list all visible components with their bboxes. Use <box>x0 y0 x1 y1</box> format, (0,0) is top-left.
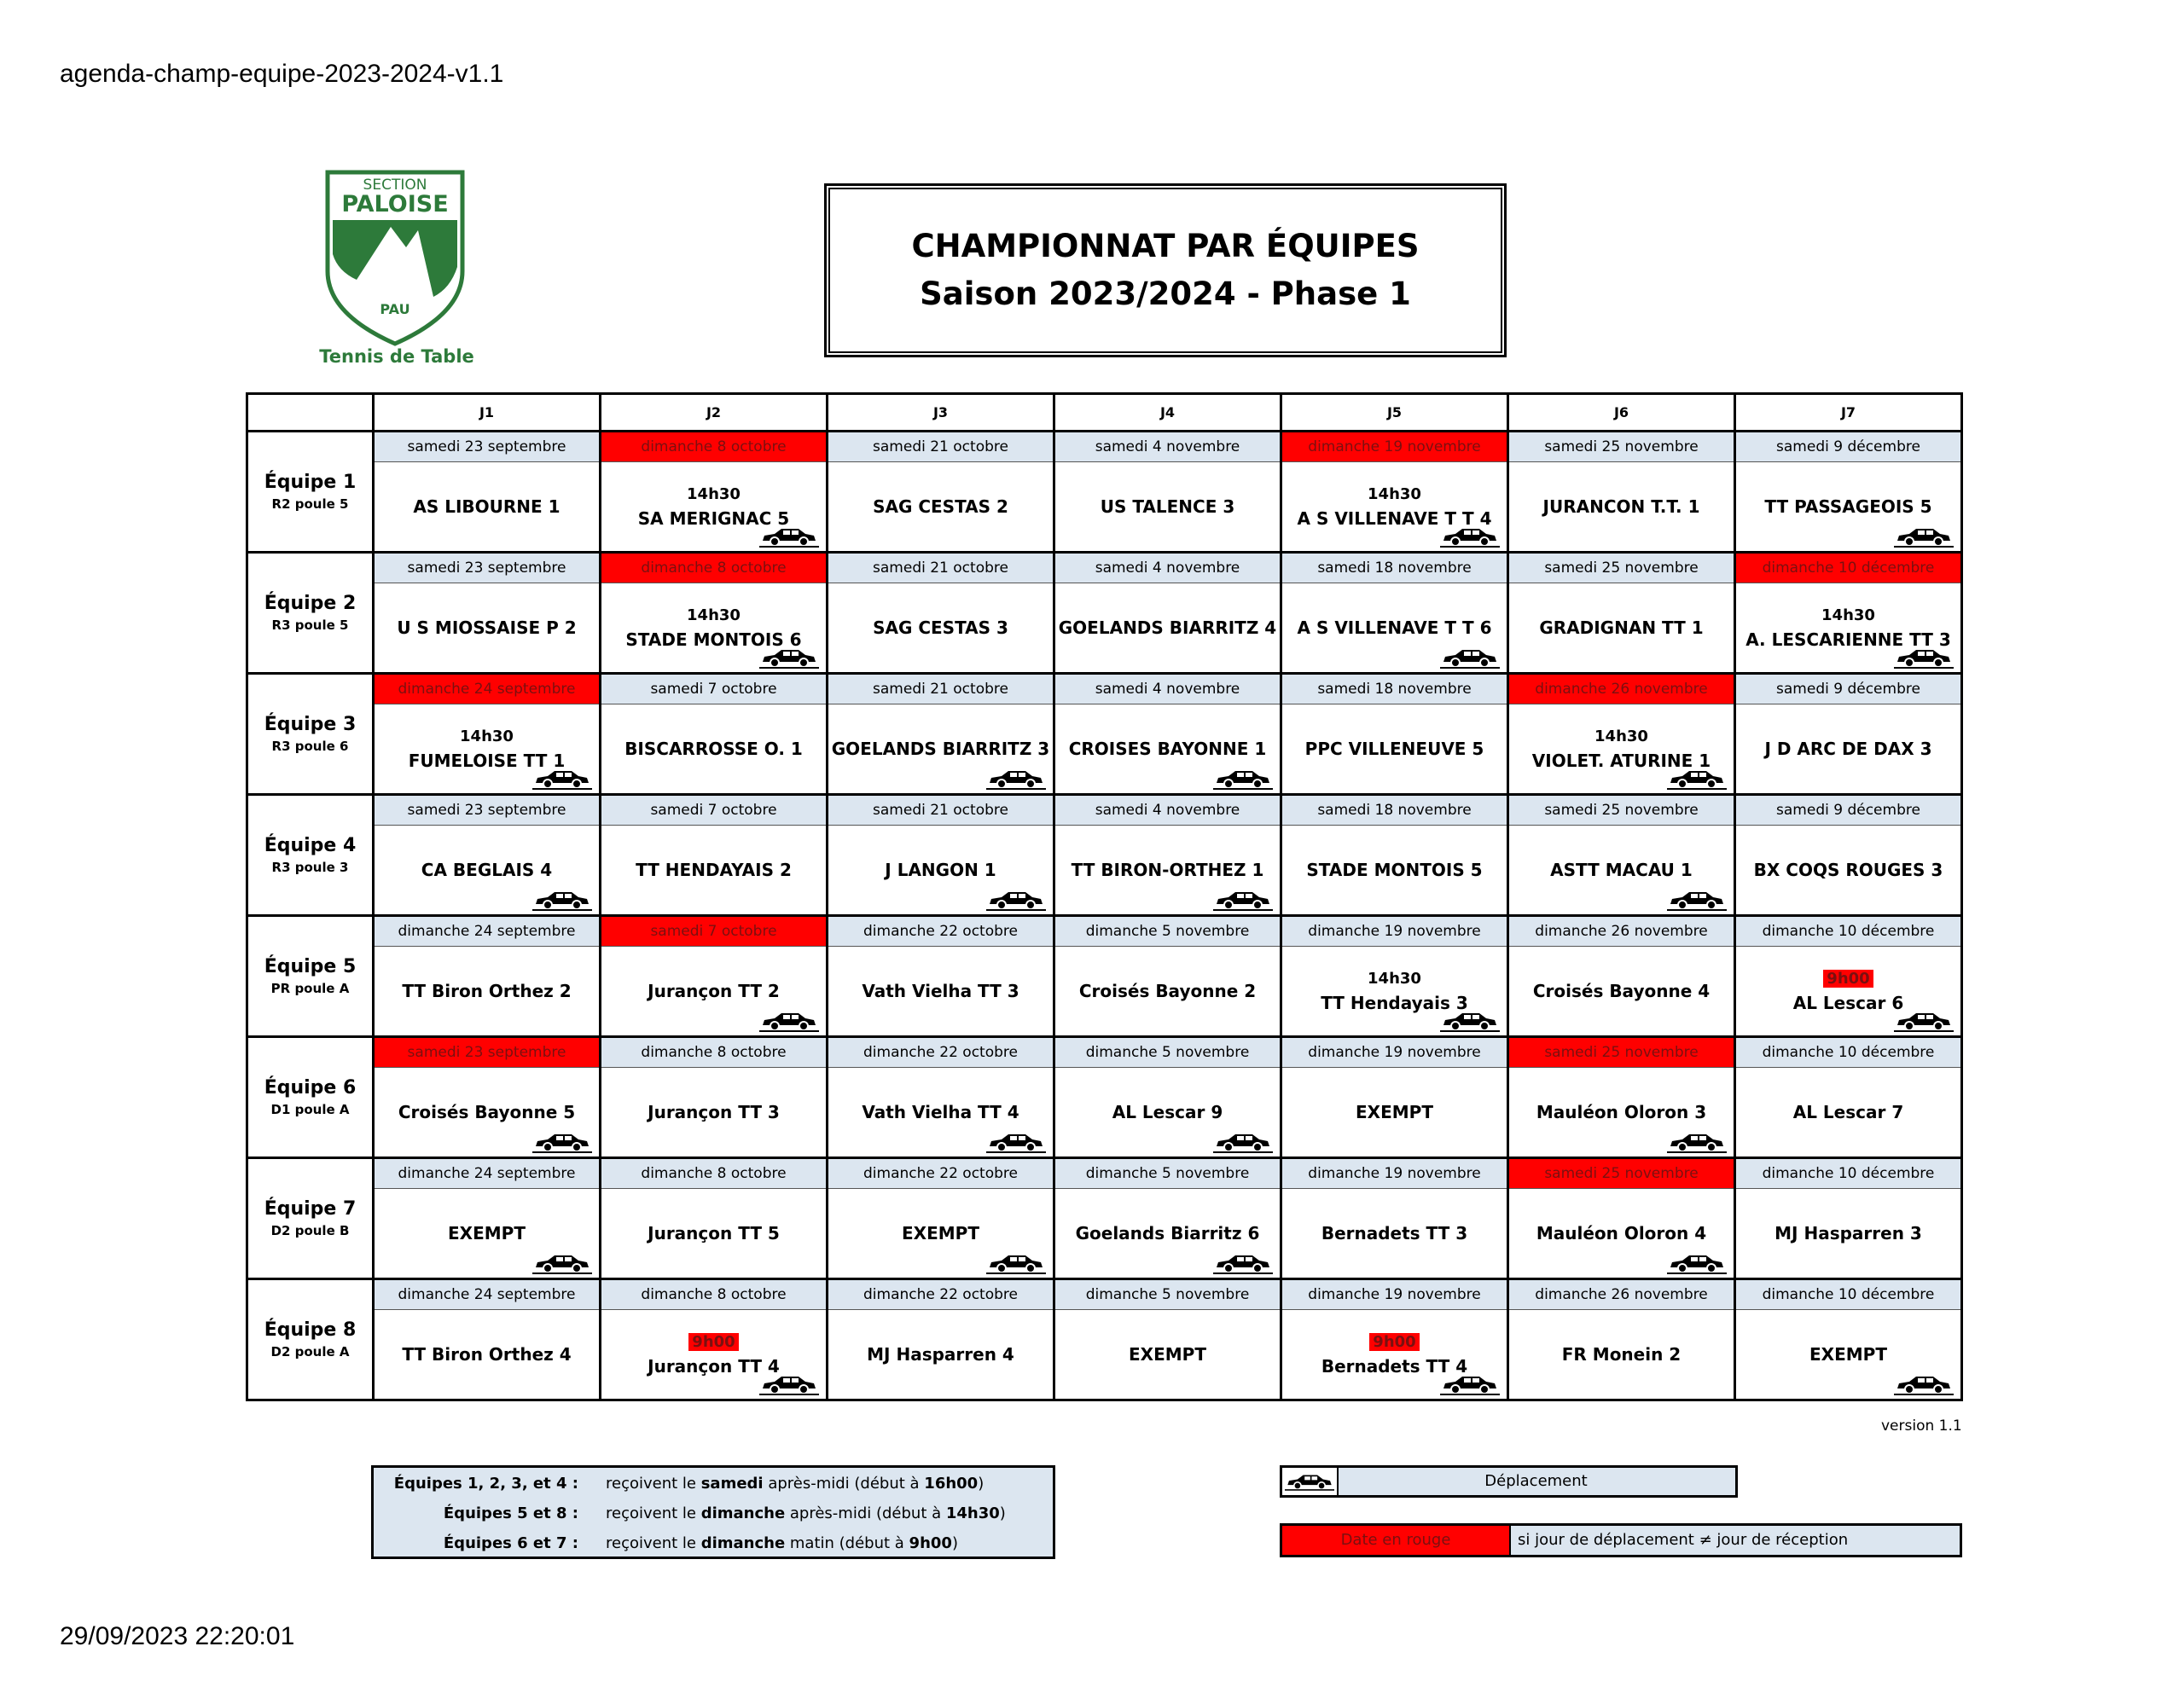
match-cell <box>1735 826 1962 916</box>
date-row <box>247 1158 1962 1189</box>
match-cell <box>1508 704 1735 795</box>
match-time: 14h30 <box>1368 484 1421 503</box>
match-cell <box>828 583 1054 674</box>
match-cell <box>1281 1310 1508 1400</box>
team-poule: D1 poule A <box>270 1102 350 1117</box>
car-icon <box>1440 1373 1500 1395</box>
match-date: dimanche 26 novembre <box>1508 674 1735 704</box>
date-row <box>247 1279 1962 1310</box>
opponent-name: TT Hendayais 3 <box>1321 992 1468 1013</box>
opponent-name: Bernadets TT 4 <box>1321 1355 1468 1377</box>
team-cell <box>247 553 374 674</box>
match-cell <box>1735 462 1962 553</box>
title-box <box>824 183 1507 357</box>
date-row <box>247 553 1962 583</box>
team-cell <box>247 795 374 916</box>
date-row <box>247 432 1962 462</box>
match-date: samedi 23 septembre <box>374 432 601 462</box>
match-cell <box>1281 826 1508 916</box>
car-icon <box>1285 1470 1334 1493</box>
opponent-name: MJ Hasparren 4 <box>867 1344 1014 1365</box>
team-name: Équipe 2 <box>264 593 357 614</box>
match-cell <box>1281 583 1508 674</box>
match-cell <box>1735 1310 1962 1400</box>
team-name: Équipe 1 <box>264 472 357 493</box>
day-header: J1 <box>374 394 601 432</box>
car-icon <box>759 1010 819 1032</box>
match-date: samedi 9 décembre <box>1735 674 1962 704</box>
opponent-name: AL Lescar 9 <box>1112 1102 1223 1122</box>
logo-line3: PAU <box>380 301 410 317</box>
opponent-name: STADE MONTOIS 5 <box>1306 860 1483 880</box>
car-icon <box>1894 525 1954 548</box>
opponent-name: CROISES BAYONNE 1 <box>1068 739 1267 759</box>
match-cell <box>1281 1068 1508 1158</box>
opponent-name: AL Lescar 6 <box>1792 992 1904 1013</box>
day-header: J2 <box>601 394 828 432</box>
match-date: dimanche 24 septembre <box>374 674 601 704</box>
opponent-name: TT BIRON-ORTHEZ 1 <box>1071 860 1264 880</box>
match-cell <box>828 947 1054 1037</box>
match-time: 14h30 <box>687 484 741 503</box>
match-date: dimanche 24 septembre <box>374 1279 601 1310</box>
match-cell <box>1508 1310 1735 1400</box>
match-cell <box>828 1310 1054 1400</box>
match-date: dimanche 8 octobre <box>601 1037 828 1068</box>
opponent-name: TT HENDAYAIS 2 <box>636 860 792 880</box>
match-cell <box>1054 947 1281 1037</box>
opponent-name: Vath Vielha TT 3 <box>862 981 1019 1001</box>
match-date: samedi 4 novembre <box>1054 432 1281 462</box>
team-name: Équipe 8 <box>264 1319 357 1341</box>
match-row <box>247 704 1962 795</box>
car-icon <box>1213 889 1273 911</box>
match-row <box>247 1068 1962 1158</box>
match-row <box>247 1310 1962 1400</box>
opponent-name: A S VILLENAVE T T 4 <box>1297 507 1492 529</box>
opponent-name: AL Lescar 7 <box>1792 1102 1904 1122</box>
match-date: dimanche 5 novembre <box>1054 1037 1281 1068</box>
match-time: 9h00 <box>1823 970 1873 988</box>
match-time: 14h30 <box>460 727 514 745</box>
match-date: dimanche 8 octobre <box>601 553 828 583</box>
match-date: samedi 7 octobre <box>601 674 828 704</box>
car-icon <box>1894 646 1954 669</box>
team-poule: R3 poule 6 <box>271 739 349 754</box>
team-poule: D2 poule B <box>270 1223 350 1238</box>
match-date: dimanche 26 novembre <box>1508 1279 1735 1310</box>
opponent-name: PPC VILLENEUVE 5 <box>1304 739 1484 759</box>
logo-caption: Tennis de Table <box>319 346 474 367</box>
match-row <box>247 826 1962 916</box>
car-icon <box>986 1131 1046 1153</box>
car-icon <box>1213 1252 1273 1274</box>
opponent-name: TT PASSAGEOIS 5 <box>1764 496 1932 517</box>
match-time: 14h30 <box>1821 606 1875 624</box>
date-row <box>247 795 1962 826</box>
match-date: dimanche 8 octobre <box>601 1279 828 1310</box>
match-date: dimanche 5 novembre <box>1054 1279 1281 1310</box>
opponent-name: BISCARROSSE O. 1 <box>624 739 803 759</box>
car-icon <box>532 768 592 790</box>
opponent-name: Mauléon Oloron 3 <box>1536 1102 1707 1122</box>
team-cell <box>247 916 374 1037</box>
day-header: J4 <box>1054 394 1281 432</box>
match-date: dimanche 22 octobre <box>828 1037 1054 1068</box>
match-cell <box>374 1310 601 1400</box>
opponent-name: Mauléon Oloron 4 <box>1536 1223 1707 1244</box>
opponent-name: FR Monein 2 <box>1561 1344 1682 1365</box>
match-date: samedi 18 novembre <box>1281 674 1508 704</box>
legend-row <box>374 1470 1053 1499</box>
team-poule: PR poule A <box>270 981 350 996</box>
match-date: samedi 25 novembre <box>1508 1158 1735 1189</box>
match-date: dimanche 5 novembre <box>1054 1158 1281 1189</box>
opponent-name: J D ARC DE DAX 3 <box>1764 739 1932 759</box>
opponent-name: Jurançon TT 5 <box>648 1223 780 1244</box>
opponent-name: Croisés Bayonne 4 <box>1532 981 1711 1001</box>
opponent-name: Goelands Biarritz 6 <box>1075 1223 1260 1244</box>
match-date: samedi 25 novembre <box>1508 1037 1735 1068</box>
match-cell <box>601 704 828 795</box>
opponent-name: JURANCON T.T. 1 <box>1542 496 1700 517</box>
match-cell <box>1508 947 1735 1037</box>
match-cell <box>1054 1189 1281 1279</box>
team-cell <box>247 1158 374 1279</box>
red-date-legend <box>1280 1523 1962 1557</box>
date-row <box>247 674 1962 704</box>
opponent-name: US TALENCE 3 <box>1100 496 1235 517</box>
team-cell <box>247 674 374 795</box>
match-time: 14h30 <box>1594 727 1648 745</box>
opponent-name: MJ Hasparren 3 <box>1774 1223 1922 1244</box>
match-date: dimanche 8 octobre <box>601 432 828 462</box>
car-icon <box>759 525 819 548</box>
match-date: dimanche 19 novembre <box>1281 1158 1508 1189</box>
match-cell <box>374 704 601 795</box>
match-time: 9h00 <box>688 1333 738 1351</box>
legend-row-label: Équipes 1, 2, 3, et 4 : <box>393 1475 578 1493</box>
match-date: dimanche 22 octobre <box>828 1158 1054 1189</box>
opponent-name: A. LESCARIENNE TT 3 <box>1745 629 1951 650</box>
opponent-name: Bernadets TT 3 <box>1321 1223 1468 1244</box>
opponent-name: Vath Vielha TT 4 <box>862 1102 1019 1122</box>
day-header: J3 <box>828 394 1054 432</box>
legend-row <box>374 1499 1053 1528</box>
match-cell <box>1281 947 1508 1037</box>
title-line1: CHAMPIONNAT PAR ÉQUIPES <box>911 228 1420 264</box>
match-row <box>247 947 1962 1037</box>
opponent-name: GOELANDS BIARRITZ 3 <box>831 739 1050 759</box>
team-cell <box>247 1037 374 1158</box>
car-icon <box>1667 1252 1727 1274</box>
opponent-name: Croisés Bayonne 5 <box>398 1102 576 1122</box>
car-icon <box>1213 1131 1273 1153</box>
match-time: 9h00 <box>1369 1333 1419 1351</box>
match-cell <box>828 704 1054 795</box>
match-date: dimanche 10 décembre <box>1735 1037 1962 1068</box>
match-date: samedi 25 novembre <box>1508 553 1735 583</box>
car-icon <box>1213 768 1273 790</box>
home-times-legend <box>371 1465 1055 1559</box>
match-date: dimanche 10 décembre <box>1735 1158 1962 1189</box>
match-cell <box>1735 583 1962 674</box>
corner-cell <box>247 394 374 432</box>
match-cell <box>1054 583 1281 674</box>
match-date: dimanche 10 décembre <box>1735 916 1962 947</box>
match-date: dimanche 24 septembre <box>374 1158 601 1189</box>
match-cell <box>601 1189 828 1279</box>
opponent-name: SA MERIGNAC 5 <box>637 507 790 529</box>
opponent-name: GOELANDS BIARRITZ 4 <box>1058 617 1277 638</box>
opponent-name: SAG CESTAS 3 <box>873 617 1008 638</box>
match-cell <box>1281 1189 1508 1279</box>
car-icon <box>1440 1010 1500 1032</box>
car-icon <box>986 1252 1046 1274</box>
match-date: dimanche 22 octobre <box>828 1279 1054 1310</box>
legend-row-label: Équipes 6 et 7 : <box>443 1534 578 1552</box>
match-cell <box>601 826 828 916</box>
match-cell <box>601 1310 828 1400</box>
red-date-legend-label: si jour de déplacement ≠ jour de réception <box>1518 1531 1849 1549</box>
opponent-name: TT Biron Orthez 4 <box>402 1344 572 1365</box>
match-date: dimanche 24 septembre <box>374 916 601 947</box>
match-date: dimanche 19 novembre <box>1281 432 1508 462</box>
match-time: 14h30 <box>687 606 741 624</box>
match-row <box>247 583 1962 674</box>
team-name: Équipe 7 <box>264 1198 357 1220</box>
match-cell <box>1054 826 1281 916</box>
opponent-name: Jurançon TT 2 <box>648 981 780 1001</box>
team-cell <box>247 432 374 553</box>
car-icon <box>532 889 592 911</box>
team-name: Équipe 5 <box>264 956 357 977</box>
match-date: samedi 4 novembre <box>1054 795 1281 826</box>
match-date: dimanche 26 novembre <box>1508 916 1735 947</box>
match-row <box>247 462 1962 553</box>
team-name: Équipe 6 <box>264 1077 357 1099</box>
match-date: samedi 18 novembre <box>1281 553 1508 583</box>
match-date: samedi 25 novembre <box>1508 432 1735 462</box>
logo-line1: SECTION <box>363 177 427 194</box>
match-cell <box>828 462 1054 553</box>
print-timestamp: 29/09/2023 22:20:01 <box>60 1622 295 1650</box>
day-header-row <box>247 394 1962 432</box>
opponent-name: EXEMPT <box>1356 1102 1433 1122</box>
match-date: samedi 9 décembre <box>1735 432 1962 462</box>
opponent-name: EXEMPT <box>1809 1344 1887 1365</box>
section-paloise-logo <box>322 169 468 348</box>
match-cell <box>601 1068 828 1158</box>
day-header: J7 <box>1735 394 1962 432</box>
date-row <box>247 1037 1962 1068</box>
logo-line2: PALOISE <box>341 191 449 217</box>
opponent-name: FUMELOISE TT 1 <box>408 750 566 771</box>
match-date: samedi 7 octobre <box>601 795 828 826</box>
team-name: Équipe 4 <box>264 835 357 856</box>
match-cell <box>374 583 601 674</box>
car-icon <box>1667 768 1727 790</box>
red-date-swatch: Date en rouge <box>1282 1526 1511 1555</box>
match-date: dimanche 8 octobre <box>601 1158 828 1189</box>
match-date: samedi 18 novembre <box>1281 795 1508 826</box>
match-cell <box>1054 462 1281 553</box>
match-cell <box>1508 826 1735 916</box>
car-icon <box>759 1373 819 1395</box>
opponent-name: Jurançon TT 4 <box>648 1355 780 1377</box>
match-date: samedi 23 septembre <box>374 553 601 583</box>
legend-row-text: reçoivent le dimanche matin (début à 9h00) <box>606 1534 958 1552</box>
match-cell <box>1054 1068 1281 1158</box>
match-date: samedi 23 septembre <box>374 795 601 826</box>
legend-row-text: reçoivent le samedi après-midi (début à 16h00) <box>606 1475 985 1493</box>
match-cell <box>1508 1189 1735 1279</box>
match-date: dimanche 19 novembre <box>1281 1279 1508 1310</box>
match-cell <box>1281 462 1508 553</box>
match-date: samedi 23 septembre <box>374 1037 601 1068</box>
opponent-name: Croisés Bayonne 2 <box>1078 981 1257 1001</box>
match-cell <box>374 462 601 553</box>
legend-row <box>374 1529 1053 1558</box>
match-cell <box>1735 1068 1962 1158</box>
match-cell <box>374 1068 601 1158</box>
opponent-name: EXEMPT <box>902 1223 979 1244</box>
match-date: dimanche 10 décembre <box>1735 553 1962 583</box>
opponent-name: STADE MONTOIS 6 <box>625 629 802 650</box>
car-icon <box>1667 1131 1727 1153</box>
match-time: 14h30 <box>1368 969 1421 988</box>
car-icon <box>1894 1373 1954 1395</box>
match-cell <box>1735 1189 1962 1279</box>
match-cell <box>1054 704 1281 795</box>
team-cell <box>247 1279 374 1400</box>
schedule-table <box>246 392 1963 1401</box>
team-name: Équipe 3 <box>264 714 357 735</box>
match-date: dimanche 19 novembre <box>1281 1037 1508 1068</box>
car-icon <box>1440 525 1500 548</box>
opponent-name: AS LIBOURNE 1 <box>413 496 561 517</box>
team-poule: R3 poule 5 <box>271 617 349 633</box>
opponent-name: Jurançon TT 3 <box>648 1102 780 1122</box>
travel-legend <box>1280 1465 1738 1498</box>
document-filename: agenda-champ-equipe-2023-2024-v1.1 <box>60 60 504 88</box>
match-date: samedi 7 octobre <box>601 916 828 947</box>
match-cell <box>1508 1068 1735 1158</box>
match-date: dimanche 10 décembre <box>1735 1279 1962 1310</box>
match-date: samedi 21 octobre <box>828 432 1054 462</box>
car-swatch <box>1282 1468 1339 1495</box>
car-icon <box>1667 889 1727 911</box>
match-cell <box>1508 583 1735 674</box>
opponent-name: ASTT MACAU 1 <box>1550 860 1693 880</box>
date-row <box>247 916 1962 947</box>
title-line2: Saison 2023/2024 - Phase 1 <box>920 275 1411 312</box>
match-date: samedi 9 décembre <box>1735 795 1962 826</box>
opponent-name: VIOLET. ATURINE 1 <box>1531 750 1711 771</box>
match-date: samedi 21 octobre <box>828 553 1054 583</box>
match-cell <box>1054 1310 1281 1400</box>
match-date: dimanche 22 octobre <box>828 916 1054 947</box>
match-cell <box>1735 947 1962 1037</box>
car-icon <box>532 1252 592 1274</box>
match-cell <box>1735 704 1962 795</box>
opponent-name: GRADIGNAN TT 1 <box>1539 617 1704 638</box>
match-date: dimanche 19 novembre <box>1281 916 1508 947</box>
match-row <box>247 1189 1962 1279</box>
match-cell <box>1281 704 1508 795</box>
team-poule: R2 poule 5 <box>271 496 349 512</box>
match-date: samedi 21 octobre <box>828 795 1054 826</box>
match-cell <box>374 1189 601 1279</box>
match-date: samedi 25 novembre <box>1508 795 1735 826</box>
match-cell <box>828 1189 1054 1279</box>
opponent-name: A S VILLENAVE T T 6 <box>1297 617 1492 638</box>
opponent-name: CA BEGLAIS 4 <box>421 860 553 880</box>
day-header: J5 <box>1281 394 1508 432</box>
opponent-name: TT Biron Orthez 2 <box>402 981 572 1001</box>
opponent-name: SAG CESTAS 2 <box>873 496 1008 517</box>
opponent-name: J LANGON 1 <box>885 860 996 880</box>
car-icon <box>986 768 1046 790</box>
team-poule: D2 poule A <box>270 1344 350 1359</box>
match-date: samedi 21 octobre <box>828 674 1054 704</box>
team-poule: R3 poule 3 <box>271 860 349 875</box>
opponent-name: U S MIOSSAISE P 2 <box>397 617 577 638</box>
match-cell <box>601 462 828 553</box>
match-cell <box>828 826 1054 916</box>
car-icon <box>532 1131 592 1153</box>
match-cell <box>1508 462 1735 553</box>
legend-row-label: Équipes 5 et 8 : <box>443 1504 578 1522</box>
match-cell <box>374 947 601 1037</box>
match-cell <box>601 583 828 674</box>
day-header: J6 <box>1508 394 1735 432</box>
opponent-name: BX COQS ROUGES 3 <box>1753 860 1943 880</box>
car-icon <box>1440 646 1500 669</box>
car-icon <box>759 646 819 669</box>
car-icon <box>986 889 1046 911</box>
match-date: samedi 4 novembre <box>1054 553 1281 583</box>
legend-row-text: reçoivent le dimanche après-midi (début à 14h30) <box>606 1504 1006 1522</box>
match-cell <box>601 947 828 1037</box>
match-cell <box>828 1068 1054 1158</box>
opponent-name: EXEMPT <box>448 1223 526 1244</box>
match-date: dimanche 5 novembre <box>1054 916 1281 947</box>
travel-legend-label: Déplacement <box>1484 1472 1588 1490</box>
match-date: samedi 4 novembre <box>1054 674 1281 704</box>
match-cell <box>374 826 601 916</box>
car-icon <box>1894 1010 1954 1032</box>
version-label: version 1.1 <box>1881 1417 1962 1435</box>
opponent-name: EXEMPT <box>1129 1344 1206 1365</box>
